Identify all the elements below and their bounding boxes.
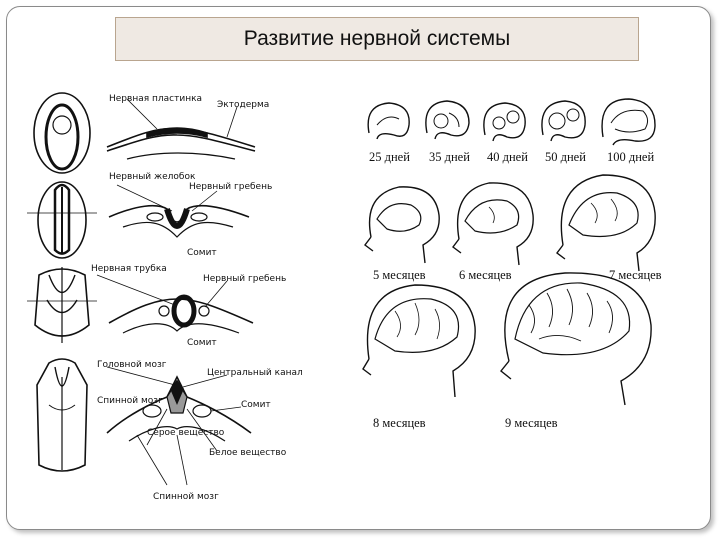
neural-tube-section (109, 297, 253, 333)
stage-label-6-months: 6 месяцев (459, 268, 512, 282)
label-neural-plate: Нервная пластинка (109, 94, 203, 104)
label-ectoderm: Эктодерма (217, 100, 270, 110)
head-7-months (557, 175, 655, 271)
stage-label-25-days: 25 дней (369, 150, 410, 164)
neural-tube-diagram (27, 85, 327, 505)
stage-label-100-days: 100 дней (607, 150, 655, 164)
stage-label-8-months: 8 месяцев (373, 416, 426, 430)
label-neural-groove: Нервный желобок (109, 172, 196, 182)
head-6-months (453, 183, 533, 265)
stage-label-7-months: 7 месяцев (609, 268, 662, 282)
head-5-months (365, 187, 439, 263)
slide-title: Развитие нервной системы (243, 27, 511, 50)
stage-labels-row2 (373, 268, 662, 282)
embryo-stage-3 (27, 267, 97, 343)
stage-label-50-days: 50 дней (545, 150, 586, 164)
stage-labels-row3 (373, 416, 558, 430)
label-gray-matter: Серое вещество (147, 428, 225, 438)
label-somite-3: Сомит (241, 400, 271, 410)
embryo-stage-2 (27, 182, 97, 258)
embryo-100-days (602, 99, 655, 145)
label-neural-crest-1: Нервный гребень (189, 182, 273, 192)
stage-label-5-months: 5 месяцев (373, 268, 426, 282)
brain-development-diagram (359, 95, 679, 435)
embryo-50-days (542, 101, 585, 141)
stage-labels-row1 (369, 150, 654, 164)
label-neural-crest-2: Нервный гребень (203, 274, 287, 284)
embryo-35-days (426, 101, 469, 139)
head-8-months (363, 285, 475, 397)
embryo-stage-4 (37, 359, 87, 471)
stage-label-9-months: 9 месяцев (505, 416, 558, 430)
embryo-25-days (368, 103, 409, 139)
embryo-40-days (484, 103, 525, 141)
label-white-matter: Белое вещество (209, 448, 287, 458)
label-spinal-cord-bottom: Спинной мозг (153, 492, 219, 502)
neural-groove-section (109, 206, 249, 237)
stage-label-40-days: 40 дней (487, 150, 528, 164)
embryo-stage-1 (34, 93, 90, 173)
neural-plate-section (107, 128, 255, 159)
label-central-canal: Центральный канал (207, 368, 303, 378)
label-brain: Головной мозг (97, 360, 167, 370)
head-9-months (501, 273, 651, 405)
label-spinal-cord: Спинной мозг (97, 396, 163, 406)
stage-label-35-days: 35 дней (429, 150, 470, 164)
title-box (115, 17, 639, 61)
label-neural-tube: Нервная трубка (91, 264, 167, 274)
label-somite-1: Сомит (187, 248, 217, 258)
slide (6, 6, 711, 530)
label-somite-2: Сомит (187, 338, 217, 348)
